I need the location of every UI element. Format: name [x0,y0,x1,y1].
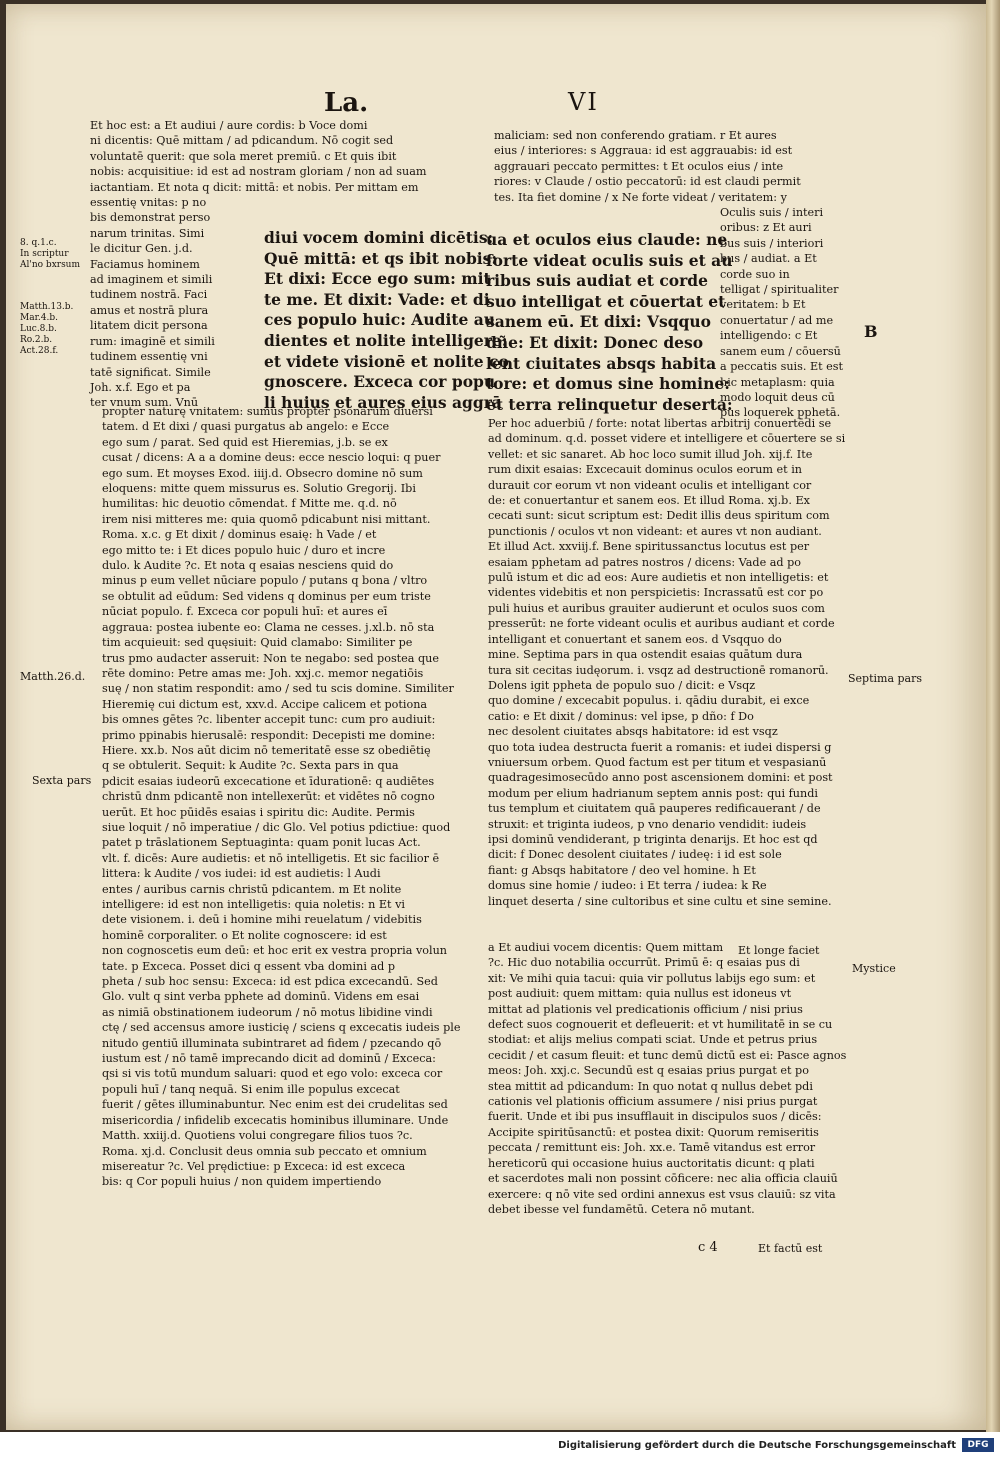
right-inset-text [486,230,733,415]
text-line: Joh. x.f. Ego et pa [90,380,191,394]
text-line: intelligere: id est non intelligetis: quia noletis: n Et vi [102,898,406,911]
scripture-line: Et dixi: Ecce ego sum: mit [264,269,491,289]
text-line: aggrauari peccato permittes: t Et oculos eius / inte [494,159,784,173]
text-line: presserūt: ne forte videant oculis et auribus audiant et corde [488,617,835,631]
text-line: Hieremię cui dictum est, xxv.d. Accipe calicem et potiona [102,697,428,711]
text-line: Roma. xj.d. Conclusit deus omnia sub peccato et omnium [102,1144,427,1158]
text-line: riores: v Claude / ostio peccatorū: id est claudi permit [494,175,801,189]
signature-mark: c 4 [698,1240,718,1255]
scripture-line: et videte visionē et nolite co [264,351,509,371]
longe-note: Et longe faciet [738,944,820,957]
scripture-line: lent ciuitates absqs habita [486,353,717,373]
text-line: Per hoc aduerbiū / forte: notat libertas arbitrij conuertēdi se [488,417,832,430]
text-line: irem nisi mitteres me: quia quomō pdicabunt nisi mittant. [102,512,431,526]
text-line: bus suis / interiori [720,236,824,250]
text-line: propter naturę vnitatem: sumus propter psonarum diuersi [102,405,433,418]
text-line: fuerit / gētes illuminabuntur. Nec enim est dei crudelitas sed [102,1098,448,1112]
text-line: rum: imaginē et simili [90,334,215,348]
scripture-line: sanem eū. Et dixi: Vsqquo [486,312,711,332]
text-line: christū dnm pdicantē non intellexerūt: et vidētes nō cogno [102,790,435,804]
scripture-line: gnoscere. Exceca cor popu [264,372,496,392]
left-body-text [102,404,478,1190]
text-line: dete visionem. i. deū i homine mihi reuelatum / videbitis [102,913,422,927]
text-line: intelligendo: c Et [720,329,818,343]
text-line: debet ibesse vel fundamētū. Cetera nō mutant. [488,1202,755,1216]
text-line: quadragesimosecūdo anno post ascensionem domini: et post [488,771,833,785]
text-line: Glo. vult q sint verba pphete ad dominū. Videns em esai [102,990,420,1004]
text-line: catio: e Et dixit / dominus: vel ipse, p dño: f Do [488,709,754,723]
text-line: misericordia / infidelib excecatis hominibus illuminare. Unde [102,1113,449,1127]
text-line: Matth. xxiij.d. Quotiens volui congregare filios tuos ?c. [102,1129,413,1143]
text-line: tus templum et ciuitatem quā pauperes redificauerant / de [488,802,821,816]
margin-note-septima-pars: Septima pars [848,672,923,685]
text-line: ad dominum. q.d. posset videre et intelligere et cōuertere se si [488,432,846,446]
text-line: ego sum. Et moyses Exod. iiij.d. Obsecro domine nō sum [102,466,423,480]
text-line: Dolens igit ppheta de populo suo / dicit: e Vsqz [488,678,756,692]
text-line: litatem dicit persona [90,319,208,333]
text-line: struxit: et triginta iudeos, p vno denario vendidit: iudeis [488,817,807,831]
text-line: ni dicentis: Quē mittam / ad pdicandum. Nō cogit sed [90,134,394,148]
text-line: modum per elium hadrianum septem annis post: qui fundi [488,786,818,800]
text-line: vlt. f. dicēs: Aure audietis: et nō intelligetis. Et sic facilior ē [102,851,440,865]
text-line: primo ppinabis hierusalē: respondit: Decepisti me domine: [102,728,436,742]
text-line: tura sit cecitas iudęorum. i. vsqz ad destructionē romanorū. [488,663,829,677]
text-line: se obtulit ad eūdum: Sed videns q dominus per eum triste [102,589,431,603]
scripture-line: ribus suis audiat et corde [486,271,708,291]
margin-note-mystice: Mystice [852,962,896,975]
text-line: telligat / spiritualiter [720,283,839,297]
text-line: nec desolent ciuitates absqs habitatore: id est vsqz [488,725,778,739]
margin-note-sexta-pars: Sexta pars [32,774,92,787]
margin-reference: Ro.2.b. [20,335,53,345]
text-line: tim acquieuit: sed quęsiuit: Quid clamabo: Similiter pe [102,636,413,650]
right-body-text [488,416,844,909]
text-line: nūciat populo. f. Exceca cor populi huī: et aures eī [102,605,388,619]
text-line: bis demonstrat perso [90,211,211,225]
text-line: ?c. Hic duo notabilia occurrūt. Primū ē: q esaias pus di [488,956,800,970]
text-line: ter vnum sum. Vnū [90,396,199,410]
text-line: cusat / dicens: A a a domine deus: ecce nescio loqui: q puer [102,451,441,465]
margin-note-b: B [864,322,878,341]
text-line: humilitas: hic deuotio cōmendat. f Mitte me. q.d. nō [102,497,397,511]
text-line: corde suo in [720,267,790,281]
text-line: as nimiā obstinationem iudeorum / nō motus libidine vindi [102,1005,433,1019]
margin-reference: Al'no bxrsum [20,260,81,270]
text-line: fiant: g Absqs habitatore / deo vel homine. h Et [488,863,756,877]
text-line: defect suos cognouerit et defleuerit: et vt humilitatē in se cu [488,1018,833,1032]
text-line: modo loquit deus cū [720,390,835,404]
text-line: patet p trāslationem Septuaginta: quam ponit lucas Act. [102,836,421,850]
text-line: durauit cor eorum vt non videant oculis et intelligant cor [488,478,812,492]
text-line: tudinem essentię vni [90,350,208,364]
text-line: rum dixit esaias: Excecauit dominus oculos eorum et in [488,463,803,477]
text-line: veritatem: b Et [720,298,806,312]
text-line: vellet: et sic sanaret. Ab hoc loco sumit illud Joh. xij.f. Ite [488,447,813,461]
text-line: Hiere. xx.b. Nos aūt dicim nō temeritatē esse sz obediētię [102,743,431,757]
margin-reference: In scriptur [20,249,69,259]
scripture-line: et terra relinquetur deserta: [486,394,733,414]
scripture-line: ua et oculos eius claude: ne [486,230,728,249]
text-line: eloquens: mitte quem missurus es. Solutio Gregorij. Ibi [102,482,416,496]
text-line: stea mittit ad pdicandum: In quo notat q nullus debet pdi [488,1079,813,1093]
scripture-line: forte videat oculis suis et au [486,250,733,270]
scripture-line: tore: et domus sine homine: [486,374,730,394]
text-line: intelligant et conuertant et sanem eos. d Vsqquo do [488,632,782,646]
text-line: le dicitur Gen. j.d. [90,242,193,256]
text-line: aggraua: postea iubente eo: Clama ne cesses. j.xl.b. nō sta [102,620,435,634]
text-line: ego sum / parat. Sed quid est Hieremias, j.b. se ex [102,435,388,449]
text-line: cecidit / et casum fleuit: et tunc demū dictū est ei: Pasce agnos [488,1048,847,1062]
scripture-line: li huius et aures eius aggrā [264,392,502,412]
text-line: maliciam: sed non conferendo gratiam. r Et aures [494,129,777,142]
margin-note-references-mid [20,302,73,357]
text-line: mine. Septima pars in qua ostendit esaias quātum dura [488,648,803,662]
text-line: trus pmo audacter asseruit: Non te negabo: sed postea que [102,651,440,665]
text-line: domus sine homie / iudeo: i Et terra / iudea: k Re [488,879,767,893]
text-line: pulū istum et dic ad eos: Aure audietis et non intelligetis: et [488,571,829,585]
margin-note-matth: Matth.26.d. [20,670,86,683]
scripture-line: dientes et nolite intelligere: [264,330,508,350]
scripture-line: suo intelligat et cōuertat et [486,291,726,311]
text-line: hereticorū qui occasione huius auctoritatis dicunt: q plati [488,1156,815,1170]
text-line: sanem eum / cōuersū [720,344,841,358]
text-line: tatem. d Et dixi / quasi purgatus ab angelo: e Ecce [102,420,390,434]
scripture-line: ces populo huic: Audite au [264,310,496,330]
text-line: Et illud Act. xxviij.f. Bene spiritussanctus locutus est per [488,540,810,554]
text-line: bis: q Cor populi huius / non quidem impertiendo [102,1175,382,1189]
text-line: amus et nostrā plura [90,303,209,317]
text-line: puli huius et auribus grauiter audierunt et oculos suos com [488,601,825,615]
text-line: dicit: f Donec desolent ciuitates / iudeę: i id est sole [488,848,782,862]
text-line: exercere: q nō vite sed ordini annexus est vsus clauiū: sz vita [488,1187,836,1201]
text-line: quo tota iudea destructa fuerit a romanis: et iudei dispersi g [488,740,832,754]
text-line: esaiam pphetam ad patres nostros / dicens: Vade ad po [488,555,802,569]
text-line: narum trinitas. Simi [90,226,205,240]
text-line: dulo. k Audite ?c. Et nota q esaias nesciens quid do [102,559,394,573]
margin-reference: Mar.4.b. [20,313,58,323]
margin-reference: Matth.13.b. [20,302,74,312]
text-line: a Et audiui vocem dicentis: Quem mittam [488,941,724,954]
text-line: pheta / sub hoc sensu: Exceca: id est pdica excecandū. Sed [102,975,438,989]
text-line: linquet deserta / sine cultoribus et sine cultu et sine semine. [488,894,832,908]
text-line: non cognoscetis eum deū: et hoc erit ex vestra propria volun [102,944,447,958]
text-line: punctionis / oculos vt non videant: et aures vt non audiant. [488,524,822,538]
text-line: rēte domino: Petre amas me: Joh. xxj.c. memor negatiōis [102,666,424,680]
running-head-right: VI [568,88,599,116]
text-line: nobis: acquisitiue: id est ad nostram gloriam / non ad suam [90,165,427,179]
text-line: cecati sunt: sicut scriptum est: Dedit illis deus spiritum com [488,509,830,523]
text-line: essentię vnitas: p no [90,196,207,210]
text-line: voluntatē querit: que sola meret premiū. c Et quis ibit [90,149,397,163]
text-line: hic metaplasm: quia [720,375,835,389]
text-line: de: et conuertantur et sanem eos. Et illud Roma. xj.b. Ex [488,494,810,508]
margin-reference: Luc.8.b. [20,324,57,334]
margin-reference: Act.28.f. [20,346,59,356]
text-line: suę / non statim respondit: amo / sed tu scis domine. Similiter [102,682,454,696]
margin-reference: 8. q.1.c. [20,238,57,248]
text-line: post audiuit: quem mittam: quia nullus est idoneus vt [488,987,792,1001]
text-line: populi huī / tanq nequā. Si enim ille populus excecat [102,1082,400,1096]
text-line: eius / interiores: s Aggraua: id est aggrauabis: id est [494,144,793,158]
text-line: ctę / sed accensus amore iusticię / sciens q excecatis iudeis ple [102,1021,461,1035]
right-lower-text [488,940,847,1217]
text-line: misereatur ?c. Vel prędictiue: p Exceca: id est exceca [102,1159,406,1173]
text-line: entes / auribus carnis christū pdicantem. m Et nolite [102,882,402,896]
text-line: iustum est / nō tamē imprecando dicit ad dominū / Exceca: [102,1052,436,1066]
scripture-line: te me. Et dixit: Vade: et di [264,289,490,309]
text-line: Oculis suis / interi [720,206,824,220]
text-line: oribus: z Et auri [720,221,812,235]
text-line: ipsi dominū vendiderant, p triginta denarijs. Et hoc est qd [488,832,818,846]
running-head-left: La. [324,88,369,118]
text-line: littera: k Audite / vos iudei: id est audietis: l Audi [102,867,381,881]
page-edge [986,0,1000,1432]
book-page [6,4,986,1430]
text-line: peccata / remittunt eis: Joh. xx.e. Tamē vitandus est error [488,1141,816,1155]
text-line: a peccatis suis. Et est [720,360,844,374]
left-inset-text [264,228,509,413]
text-line: tate. p Exceca. Posset dici q essent vba domini ad p [102,959,396,973]
text-line: tudinem nostrā. Faci [90,288,208,302]
dfg-logo: DFG [962,1438,994,1452]
footer-credit: Digitalisierung gefördert durch die Deutsche Forschungsgemeinschaft [558,1440,956,1451]
text-line: Et hoc est: a Et audiui / aure cordis: b Voce domi [90,119,368,132]
text-line: tatē significat. Simile [90,365,211,379]
text-line: fuerit. Unde et ibi pus insufflauit in discipulos suos / dicēs: [488,1110,822,1124]
scripture-line: diui vocem domini dicētis: [264,228,494,247]
text-line: pus loquerek pphetā. [720,406,841,420]
text-line: videntes videbitis et non perspicietis: Incrassatū est cor po [488,586,824,600]
text-line: q se obtulerit. Sequit: k Audite ?c. Sexta pars in qua [102,759,399,773]
margin-note-references-top [20,238,80,271]
scripture-line: dñe: Et dixit: Donec deso [486,332,704,352]
catchword: Et factū est [758,1242,823,1255]
text-line: meos: Joh. xxj.c. Secundū est q esaias prius purgat et po [488,1064,809,1078]
text-line: mittat ad plationis vel predicationis officium / nisi prius [488,1002,803,1016]
text-line: vniuersum orbem. Quod factum est per titum et vespasianū [488,755,827,769]
text-line: conuertatur / ad me [720,313,834,327]
text-line: xit: Ve mihi quia tacui: quia vir pollutus labijs ego sum: et [488,971,816,985]
text-line: minus p eum vellet nūciare populo / putans q bona / vltro [102,574,428,588]
text-line: cationis vel plationis officium assumere / nisi prius purgat [488,1095,818,1109]
text-line: iactantiam. Et nota q dicit: mittā: et nobis. Per mittam em [90,180,419,194]
footer-bar [0,1432,1000,1459]
scripture-line: Quē mittā: et qs ibit nobis: [264,248,498,268]
text-line: Faciamus hominem [90,257,200,271]
text-line: tes. Ita fiet domine / x Ne forte videat / veritatem: y [494,190,787,204]
text-line: qsi si vis totū mundum saluari: quod et ego volo: exceca cor [102,1067,443,1081]
text-line: ad imaginem et simili [90,273,213,287]
text-line: uerūt. Et hoc pūidēs esaias i spiritu dic: Audite. Permis [102,805,415,819]
text-line: nitudo gentiū illuminata subintraret ad fidem / pzecando qō [102,1036,442,1050]
text-line: bis omnes gētes ?c. libenter accepit tunc: cum pro audiuit: [102,713,436,727]
text-line: et sacerdotes mali non possint cōficere: nec alia officia clauiū [488,1172,838,1186]
text-line: pdicit esaias iudeorū excecatione et īdurationē: q audiētes [102,774,435,788]
text-line: quo domine / excecabit populus. i. qādiu durabit, ei exce [488,694,810,708]
text-line: stodiat: et alijs melius compati sciat. Unde et petrus prius [488,1033,818,1047]
text-line: siue loquit / nō imperatiue / dic Glo. Vel potius pdictiue: quod [102,820,451,834]
text-line: Accipite spiritūsanctū: et postea dixit: Quorum remiseritis [488,1125,819,1139]
text-line: bus / audiat. a Et [720,252,817,266]
text-line: ego mitto te: i Et dices populo huic / duro et incre [102,543,386,557]
text-line: Roma. x.c. g Et dixit / dominus esaię: h Vade / et [102,528,377,542]
text-line: hominē corporaliter. o Et nolite cognoscere: id est [102,928,387,942]
